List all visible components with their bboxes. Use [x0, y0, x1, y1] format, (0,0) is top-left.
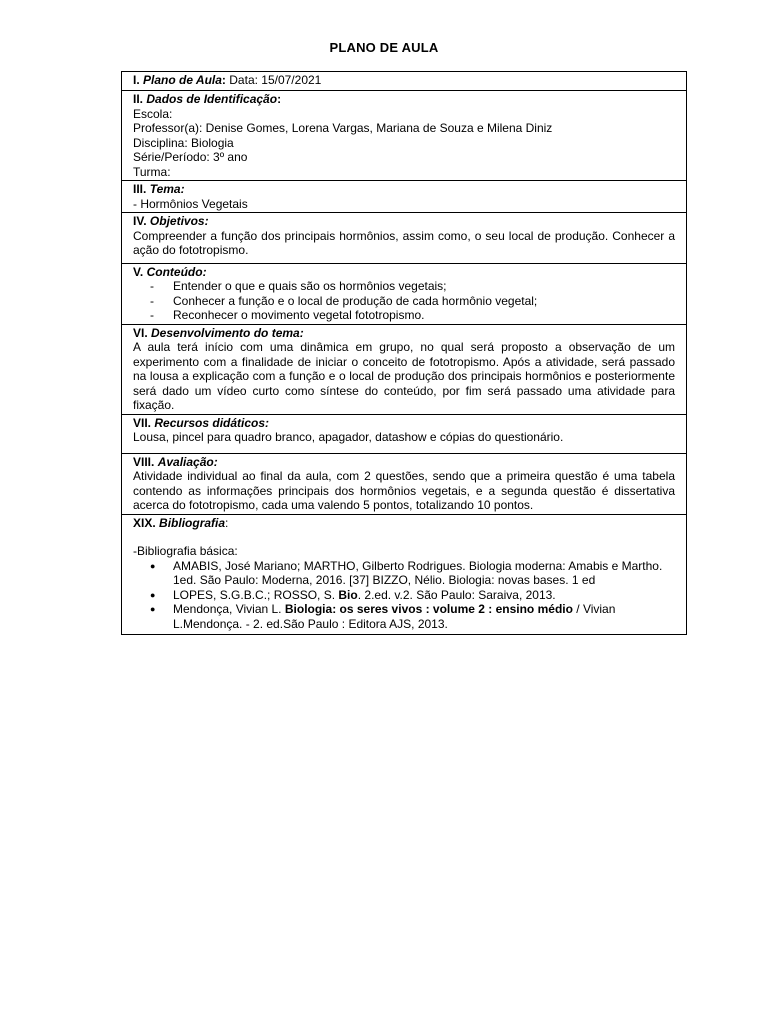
- document-title: PLANO DE AULA: [329, 40, 439, 55]
- objectives-text: Compreender a função dos principais hormônios, assim como, o seu local de produção. Conhecer a ação do fototropismo.: [133, 228, 675, 257]
- section-tema: [122, 181, 687, 213]
- section-number: III.: [133, 182, 147, 196]
- section-number: VIII.: [133, 454, 155, 469]
- section-number: I.: [133, 73, 140, 87]
- list-item: ● LOPES, S.G.B.C.; ROSSO, S. Bio. 2.ed. v.2. São Paulo: Saraiva, 2013.: [149, 588, 675, 603]
- section-number: IV.: [133, 214, 147, 228]
- section-number: VII.: [133, 415, 152, 430]
- section-bibliografia: XIX. Bibliografia: -Bibliografia básica: ● AMABIS, José Mariano; MARTHO, Gilberto Rodrigues. Biologia moderna: Amabis e Martho. 1ed. São Paulo: Moderna, 2016. [37] BIZZO, Nélio. Biologia: novas bases. 1 ed ● LOPES, S.G.B.C.; ROSSO, S. Bio. 2.ed. v.2. São Paulo: Saraiva, 2013. ● Mendonça, Vivian L. Biologia: os seres vivos : volume 2 : ensino médio / Vivian L.Mendonça. - 2. ed.São Paulo : Editora AJS, 2013.: [122, 514, 687, 635]
- section-label: Bibliografia: [159, 515, 226, 530]
- section-number: V.: [133, 264, 144, 279]
- lesson-date: Data: 15/07/2021: [229, 73, 322, 87]
- development-text: A aula terá início com uma dinâmica em grupo, no qual será proposto a observação de um experimento com a finalidade de iniciar o conceito de fototropismo. Após a atividade, será passado na lousa a explicação com a função e o local de produção dos principais hormônios e posteriormente será dado um vídeo curto como síntese do conteúdo, por fim será passado uma atividade para fixação.: [133, 340, 675, 412]
- section-label: Tema:: [149, 182, 185, 196]
- section-number: XIX.: [133, 515, 156, 530]
- section-plano-de-aula: I. Plano de Aula: Data: 15/07/2021: [122, 72, 687, 91]
- section-avaliacao: [122, 453, 687, 514]
- list-item: - Entender o que e quais são os hormônios vegetais;: [150, 279, 675, 294]
- section-desenvolvimento: [122, 324, 687, 414]
- section-conteudo: [122, 263, 687, 324]
- list-item: ● Mendonça, Vivian L. Biologia: os seres vivos : volume 2 : ensino médio / Vivian L.Mendonça. - 2. ed.São Paulo : Editora AJS, 2013.: [149, 602, 675, 631]
- section-recursos: [122, 414, 687, 453]
- list-item: - Reconhecer o movimento vegetal fototropismo.: [150, 308, 675, 323]
- grade-line: Série/Período: 3º ano: [133, 150, 248, 164]
- content-list: [133, 279, 675, 323]
- school-line: Escola:: [133, 106, 173, 121]
- section-label: Dados de Identificação: [146, 92, 278, 106]
- bibliography-list: [133, 559, 675, 632]
- section-number: II.: [133, 92, 144, 106]
- teachers-line: Professor(a): Denise Gomes, Lorena Vargas, Mariana de Souza e Milena Diniz: [133, 121, 553, 135]
- list-item: ● AMABIS, José Mariano; MARTHO, Gilberto Rodrigues. Biologia moderna: Amabis e Martho. 1ed. São Paulo: Moderna, 2016. [37] BIZZO, Nélio. Biologia: novas bases. 1 ed: [149, 559, 675, 588]
- section-objetivos: [122, 213, 687, 264]
- list-item: - Conhecer a função e o local de produção de cada hormônio vegetal;: [150, 294, 675, 309]
- section-label: Objetivos:: [149, 214, 209, 228]
- section-label: Avaliação:: [157, 454, 218, 469]
- evaluation-text: Atividade individual ao final da aula, com 2 questões, sendo que a primeira questão é uma tabela contendo as informações principais dos hormônios vegetais, e a segunda questão é dissertativa acerca do fototropismo, cada uma valendo 5 pontos, totalizando 10 pontos.: [133, 469, 675, 512]
- theme-text: - Hormônios Vegetais: [133, 196, 248, 211]
- lesson-plan-table: [121, 71, 687, 635]
- bibliography-intro: -Bibliografia básica:: [133, 544, 238, 558]
- section-label: Recursos didáticos:: [154, 415, 270, 430]
- class-line: Turma:: [133, 164, 171, 179]
- section-label: Plano de Aula: [143, 73, 222, 87]
- section-number: VI.: [133, 325, 148, 340]
- resources-text: Lousa, pincel para quadro branco, apagador, datashow e cópias do questionário.: [133, 430, 564, 444]
- section-dados-identificacao: II. Dados de Identificação: Escola: Professor(a): Denise Gomes, Lorena Vargas, Mariana de Souza e Milena Diniz Disciplina: Biologia Série/Período: 3º ano Turma:: [122, 91, 687, 181]
- subject-line: Disciplina: Biologia: [133, 135, 234, 150]
- section-label: Desenvolvimento do tema:: [151, 325, 304, 340]
- section-label: Conteúdo:: [146, 264, 207, 279]
